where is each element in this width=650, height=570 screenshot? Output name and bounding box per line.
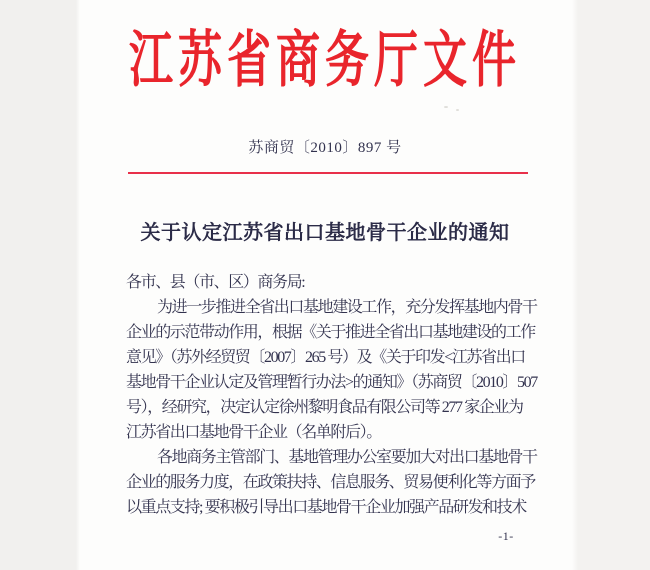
body-line: 以重点支持; 要积极引导出口基地骨干企业加强产品研发和技术 (126, 499, 526, 516)
scan-speck (444, 106, 448, 108)
body-line: 企业的服务力度，在政策扶持、信息服务、贸易便利化等方面予 (126, 474, 535, 491)
issuing-org-header: 江苏省商务厅文件 (129, 26, 521, 95)
body-line: 各地商务主管部门、基地管理办公室要加大对出口基地骨干 (157, 449, 537, 466)
document-title: 关于认定江苏省出口基地骨干企业的通知 (140, 222, 510, 244)
page-number: -1- (498, 529, 514, 543)
doc-number: 苏商贸〔2010〕897 号 (248, 140, 402, 156)
body-line: 号），经研究，决定认定徐州黎明食品有限公司等 277 家企业为 (126, 399, 523, 416)
body-line: 江苏省出口基地骨干企业（名单附后）。 (126, 424, 381, 441)
scan-speck (456, 109, 459, 111)
red-divider-line (128, 172, 528, 174)
body-line: 基地骨干企业认定及管理暂行办法>的通知》（苏商贸〔2010〕507 (126, 374, 537, 391)
body-line: 为进一步推进全省出口基地建设工作，充分发挥基地内骨干 (157, 299, 537, 316)
body-line: 企业的示范带动作用，根据《关于推进全省出口基地建设的工作 (126, 324, 535, 341)
body-line: 意见》（苏外经贸贸〔2007〕265 号）及《关于印发<江苏省出口 (126, 349, 525, 366)
salutation-line: 各市、县（市、区）商务局: (126, 274, 305, 291)
body-text (126, 270, 541, 520)
